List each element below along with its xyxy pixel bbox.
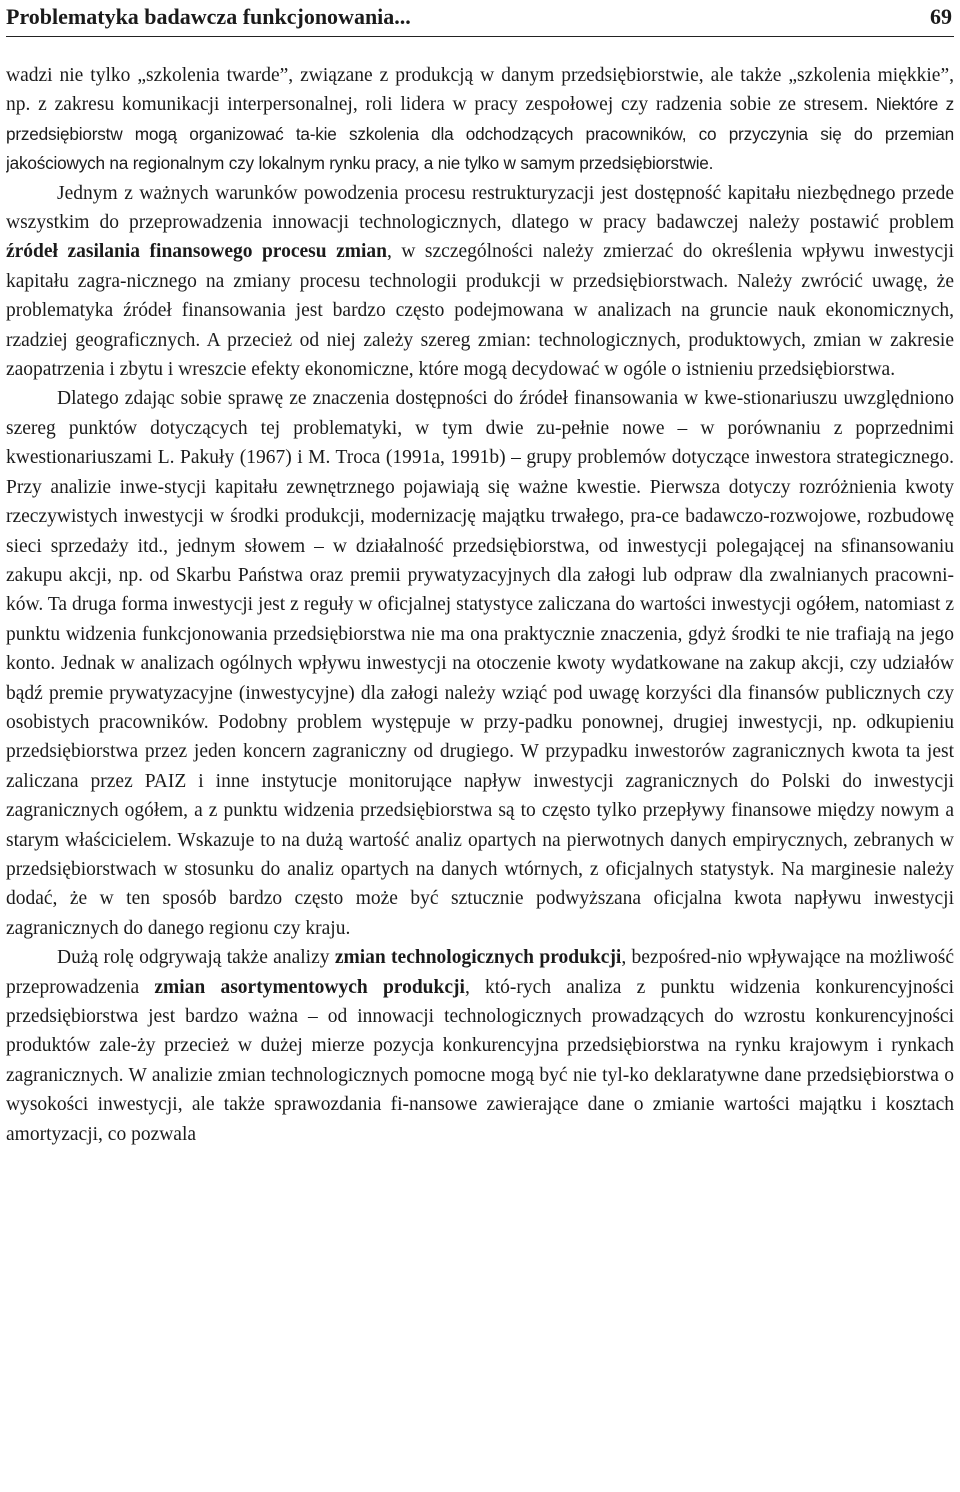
running-header: [6, 2, 954, 37]
paragraph-1-part-a: wadzi nie tylko „szkolenia twarde”, związane z produkcją w danym przedsiębiorstwie, ale także „szkolenia miękkie”, np. z zakresu komunikacji interpersonalnej, roli lidera w pracy zespołowej czy radzenia sobie ze stresem.: [6, 65, 954, 116]
paragraph-4-part-e: , któ-rych analiza z punktu widzenia konkurencyjności przedsiębiorstwa jest bardzo ważna – od innowacji technologicznych prowadzących do wzrostu konkurencyjności produktów zale-ży przecież w dużej mierze pozycja konkurencyjna przedsiębiorstwa na rynku krajowym i rynkach zagranicznych. W analizie zmian technologicznych pomocne mogą być nie tyl-ko deklaratywne dane przedsiębiorstwa o wysokości inwestycji, ale także sprawozdania fi-nansowe zawierające dane o zmianie wartości majątku i kosztach amortyzacji, co pozwala: [6, 976, 954, 1145]
paragraph-1-part-b: Niektóre z przedsiębiorstw mogą organizować ta-kie szkolenia dla odchodzących pracowników, co przyczynia się do przemian jakościowych na regionalnym czy lokalnym rynku pracy, a nie tylko w samym przedsiębiorstwie.: [6, 94, 954, 174]
body-text: [6, 61, 954, 1149]
paragraph-2-part-a: Jednym z ważnych warunków powodzenia procesu restrukturyzacji jest dostępność kapitału niezbędnego przede wszystkim do przeprowadzenia innowacji technologicznych, dlatego w pracy badawczej należy postawić problem: [6, 182, 954, 234]
paragraph-3-text: Dlatego zdając sobie sprawę ze znaczenia dostępności do źródeł finansowania w kwe-stionariuszu uwzględniono szereg punktów dotyczących tej problematyki, w tym dwie zu-pełnie nowe – w porównaniu z poprzednimi kwestionariuszami L. Pakuły (1967) i M. Troca (1991a, 1991b) – grupy problemów dotyczące inwestora strategicznego. Przy analizie inwe-stycji kapitału zewnętrznego pojawiają się ważne kwestie. Pierwsza dotyczy rozróżnienia kwoty rzeczywistych inwestycji w środki produkcji, modernizację majątku trwałego, pra-ce badawczo-rozwojowe, rozbudowę sieci sprzedaży itd., jednym słowem – w działalność przedsiębiorstwa, od inwestycji polegającej na sfinansowaniu zakupu akcji, np. od Skarbu Państwa oraz premii prywatyzacyjnych dla załogi lub odpraw dla zwalnianych pracowni-ków. Ta druga forma inwestycji jest z reguły w oficjalnej statystyce zaliczana do wartości inwestycji ogółem, natomiast z punktu widzenia funkcjonowania przedsiębiorstwa nie ma ona praktycznie znaczenia, gdyż środki te nie trafiają na jego konto. Jednak w analizach ogólnych wpływu inwestycji na otoczenie kwoty wydatkowane na zakup akcji, czy udziałów bądź premie prywatyzacyjne (inwestycyjne) dla załogi należy wziąć pod uwagę korzyści dla finansów publicznych czy osobistych pracowników. Podobny problem występuje w przy-padku ponownej, drugiej inwestycji, np. odkupieniu przedsiębiorstwa przez jeden koncern zagraniczny od drugiego. W przypadku inwestorów zagranicznych kwota ta jest zaliczana przez PAIZ i inne instytucje monitorujące napływ inwestycji zagranicznych do Polski do inwestycji zagranicznych ogółem, a z punktu widzenia przedsiębiorstwa są to często tylko przepływy finansowe między nowym a starym właścicielem. Wskazuje to na dużą wartość analiz opartych na pierwotnych danych empirycznych, zebranych w przedsiębiorstwach w stosunku do analiz opartych na danych wtórnych, z oficjalnych statystyk. Na marginesie należy dodać, że w ten sposób bardzo często może być sztucznie podwyższana oficjalna kwota napływu inwestycji zagranicznych do danego regionu czy kraju.: [6, 388, 954, 939]
paragraph-4: [6, 943, 954, 1149]
paragraph-2: [6, 179, 954, 385]
paragraph-4-bold-term-2: zmian asortymentowych produkcji: [154, 976, 465, 998]
paragraph-1: [6, 61, 954, 179]
paragraph-4-bold-term-1: zmian technologicznych produkcji: [334, 947, 622, 969]
paragraph-4-part-a: Dużą rolę odgrywają także analizy: [57, 947, 335, 969]
paragraph-3: [6, 384, 954, 943]
book-page: [6, 0, 954, 1492]
paragraph-4-part-c: , bezpośred-nio wpływające na możliwość przeprowadzenia: [6, 947, 954, 998]
paragraph-2-bold-term: źródeł zasilania finansowego procesu zmian: [6, 241, 387, 263]
page-number: 69: [930, 4, 952, 29]
paragraph-2-part-c: , w szczególności należy zmierzać do określenia wpływu inwestycji kapitału zagra-nicznego na zmiany procesu technologii produkcji w przedsiębiorstwach. Należy zwrócić uwagę, że problematyka źródeł finansowania jest bardzo często podejmowana w analizach na gruncie nauk ekonomicznych, rzadziej geograficznych. A przecież od niej zależy szereg zmian: technologicznych, produktowych, zmian w zakresie zaopatrzenia i zbytu i wreszcie efekty ekonomiczne, które mogą decydować w ogóle o istnieniu przedsiębiorstwa.: [6, 241, 954, 381]
running-header-title: Problematyka badawcza funkcjonowania...: [6, 4, 411, 29]
